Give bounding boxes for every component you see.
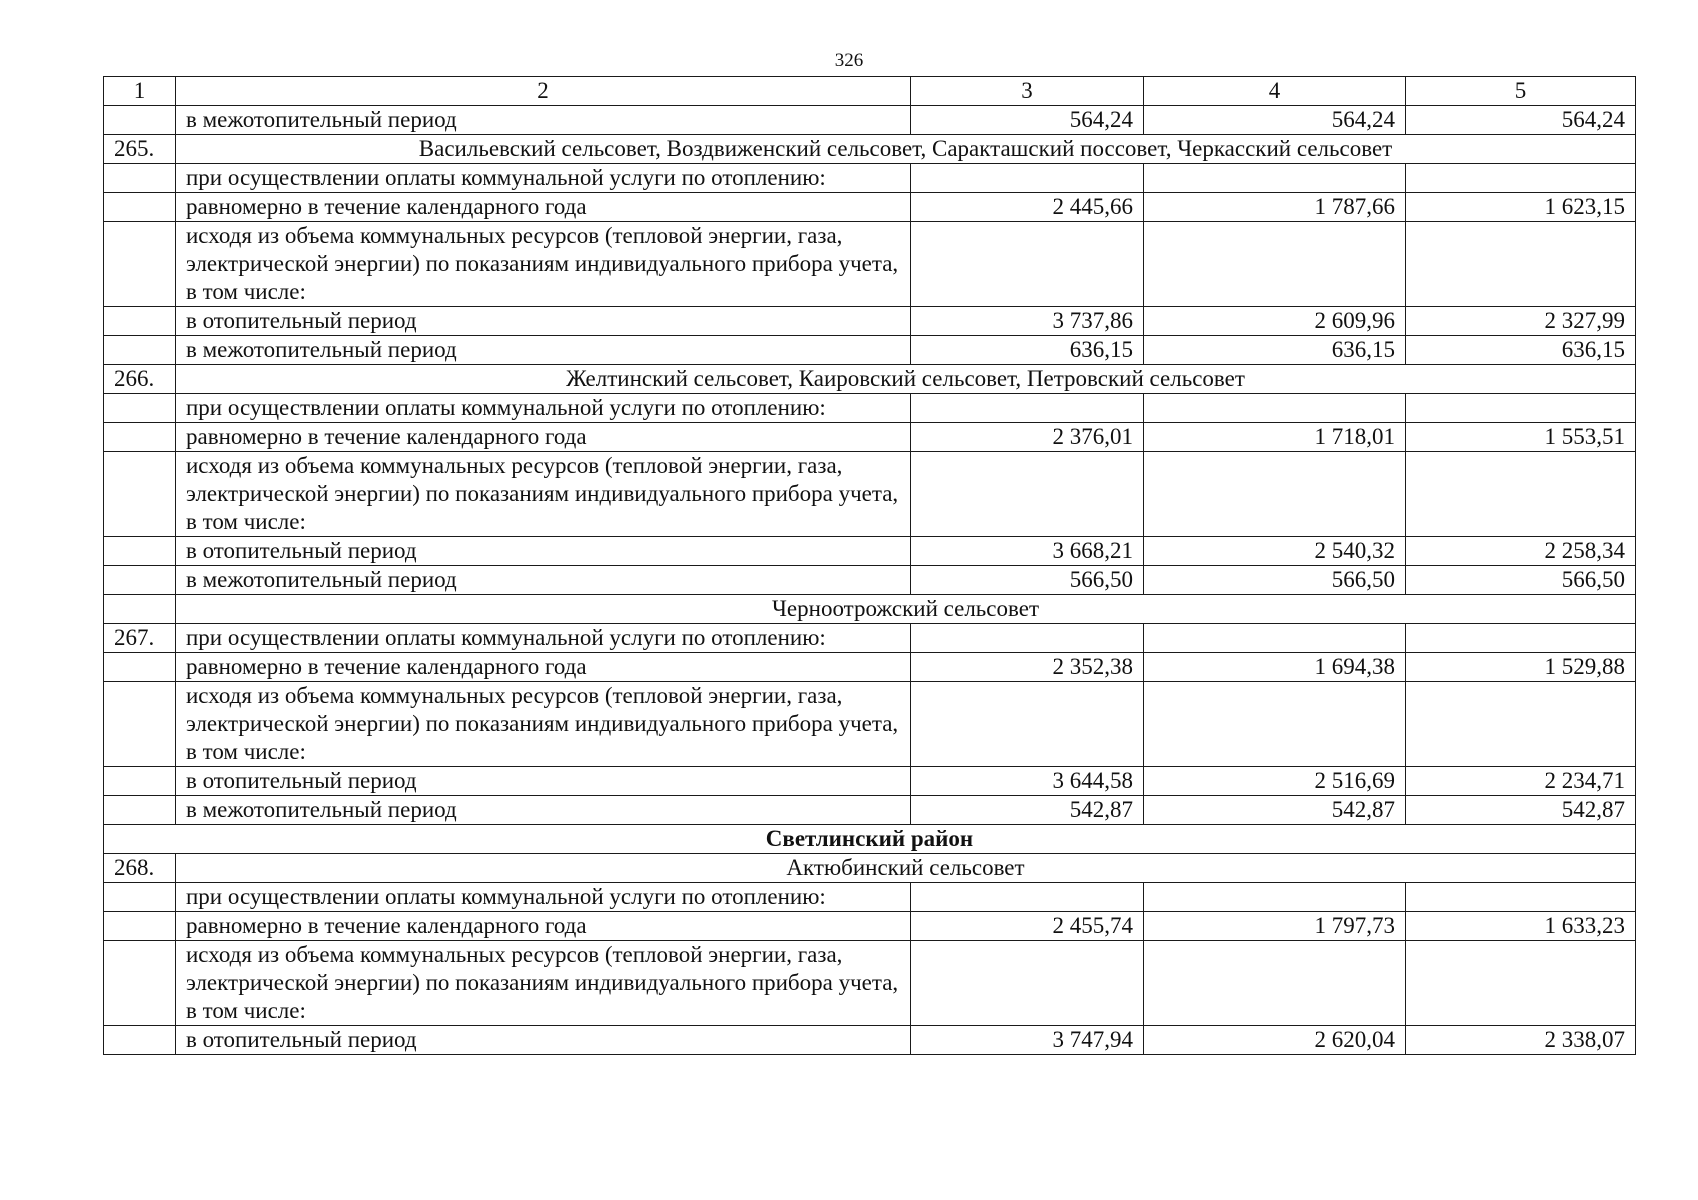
value-col-3: 2 376,01: [911, 423, 1144, 452]
header-col-4: 4: [1144, 77, 1406, 106]
table-row: [104, 394, 1636, 423]
value-col-3: [911, 222, 1144, 307]
header-col-1: 1: [104, 77, 176, 106]
value-col-5: [1406, 682, 1636, 767]
value-col-3: [911, 394, 1144, 423]
table-row: [104, 423, 1636, 452]
row-number: [104, 336, 176, 365]
section-row: [104, 365, 1636, 394]
row-number: [104, 106, 176, 135]
header-col-2: 2: [176, 77, 911, 106]
section-title: Желтинский сельсовет, Каировский сельсовет, Петровский сельсовет: [176, 365, 1636, 394]
row-number: [104, 423, 176, 452]
row-number: [104, 566, 176, 595]
tariff-table: [103, 76, 1636, 1055]
value-col-3: 2 455,74: [911, 912, 1144, 941]
value-col-4: [1144, 222, 1406, 307]
value-col-5: 1 623,15: [1406, 193, 1636, 222]
value-col-5: 564,24: [1406, 106, 1636, 135]
row-label: равномерно в течение календарного года: [176, 193, 911, 222]
value-col-5: 2 327,99: [1406, 307, 1636, 336]
section-row: [104, 595, 1636, 624]
table-row: [104, 307, 1636, 336]
row-number: [104, 595, 176, 624]
value-col-4: 2 540,32: [1144, 537, 1406, 566]
row-number: 266.: [104, 365, 176, 394]
value-col-5: 566,50: [1406, 566, 1636, 595]
row-label: в отопительный период: [176, 537, 911, 566]
value-col-3: 2 352,38: [911, 653, 1144, 682]
value-col-5: 542,87: [1406, 796, 1636, 825]
value-col-3: 3 737,86: [911, 307, 1144, 336]
section-row: [104, 854, 1636, 883]
table-row: [104, 222, 1636, 307]
row-label: равномерно в течение календарного года: [176, 423, 911, 452]
table-body: [104, 77, 1636, 1055]
table-row: [104, 883, 1636, 912]
row-number: [104, 537, 176, 566]
value-col-4: [1144, 452, 1406, 537]
district-row: [104, 825, 1636, 854]
row-number: 268.: [104, 854, 176, 883]
value-col-4: 1 718,01: [1144, 423, 1406, 452]
value-col-5: 1 633,23: [1406, 912, 1636, 941]
value-col-4: [1144, 883, 1406, 912]
table-row: [104, 941, 1636, 1026]
row-label: в межотопительный период: [176, 566, 911, 595]
value-col-3: 3 747,94: [911, 1026, 1144, 1055]
value-col-5: 2 338,07: [1406, 1026, 1636, 1055]
header-col-5: 5: [1406, 77, 1636, 106]
section-title: Васильевский сельсовет, Воздвиженский сельсовет, Саракташский поссовет, Черкасский сельсовет: [176, 135, 1636, 164]
value-col-4: 566,50: [1144, 566, 1406, 595]
value-col-3: 564,24: [911, 106, 1144, 135]
table-row: [104, 767, 1636, 796]
table-row: [104, 106, 1636, 135]
row-label: исходя из объема коммунальных ресурсов (тепловой энергии, газа, электрической энергии) по показаниям индивидуального прибора учета, в том числе:: [176, 452, 911, 537]
table-row: [104, 336, 1636, 365]
row-number: [104, 653, 176, 682]
row-number: [104, 767, 176, 796]
value-col-4: 636,15: [1144, 336, 1406, 365]
value-col-4: [1144, 941, 1406, 1026]
row-label: в отопительный период: [176, 767, 911, 796]
section-title: Актюбинский сельсовет: [176, 854, 1636, 883]
value-col-3: 2 445,66: [911, 193, 1144, 222]
value-col-3: [911, 164, 1144, 193]
value-col-4: 2 620,04: [1144, 1026, 1406, 1055]
table-row: [104, 566, 1636, 595]
header-row: [104, 77, 1636, 106]
value-col-3: [911, 941, 1144, 1026]
table-row: [104, 796, 1636, 825]
row-number: [104, 222, 176, 307]
value-col-5: [1406, 624, 1636, 653]
value-col-4: [1144, 682, 1406, 767]
value-col-5: 2 234,71: [1406, 767, 1636, 796]
value-col-5: 2 258,34: [1406, 537, 1636, 566]
row-number: 265.: [104, 135, 176, 164]
row-label: в отопительный период: [176, 1026, 911, 1055]
row-label: исходя из объема коммунальных ресурсов (тепловой энергии, газа, электрической энергии) по показаниям индивидуального прибора учета, в том числе:: [176, 222, 911, 307]
table-row: [104, 537, 1636, 566]
value-col-4: [1144, 624, 1406, 653]
value-col-3: [911, 682, 1144, 767]
value-col-3: [911, 883, 1144, 912]
table-row: [104, 1026, 1636, 1055]
value-col-3: [911, 452, 1144, 537]
row-number: [104, 193, 176, 222]
row-number: [104, 912, 176, 941]
value-col-3: [911, 624, 1144, 653]
table-row: [104, 653, 1636, 682]
row-label: при осуществлении оплаты коммунальной услуги по отоплению:: [176, 624, 911, 653]
value-col-4: 2 609,96: [1144, 307, 1406, 336]
value-col-4: 1 694,38: [1144, 653, 1406, 682]
value-col-5: [1406, 941, 1636, 1026]
row-number: [104, 682, 176, 767]
table-row: [104, 452, 1636, 537]
page-number: 326: [834, 50, 864, 71]
row-label: в межотопительный период: [176, 796, 911, 825]
value-col-4: 542,87: [1144, 796, 1406, 825]
row-number: 267.: [104, 624, 176, 653]
section-row: [104, 135, 1636, 164]
value-col-5: 636,15: [1406, 336, 1636, 365]
value-col-5: [1406, 452, 1636, 537]
row-label: в межотопительный период: [176, 106, 911, 135]
row-number: [104, 394, 176, 423]
value-col-3: 3 644,58: [911, 767, 1144, 796]
row-label: равномерно в течение календарного года: [176, 653, 911, 682]
value-col-4: 2 516,69: [1144, 767, 1406, 796]
value-col-5: [1406, 222, 1636, 307]
value-col-5: [1406, 164, 1636, 193]
row-label: в межотопительный период: [176, 336, 911, 365]
row-label: при осуществлении оплаты коммунальной услуги по отоплению:: [176, 394, 911, 423]
row-label: при осуществлении оплаты коммунальной услуги по отоплению:: [176, 883, 911, 912]
value-col-3: 636,15: [911, 336, 1144, 365]
row-number: [104, 452, 176, 537]
value-col-3: 3 668,21: [911, 537, 1144, 566]
value-col-5: 1 529,88: [1406, 653, 1636, 682]
value-col-4: 1 797,73: [1144, 912, 1406, 941]
row-number: [104, 796, 176, 825]
district-title: Светлинский район: [104, 825, 1636, 854]
row-number: [104, 307, 176, 336]
row-number: [104, 1026, 176, 1055]
row-number: [104, 164, 176, 193]
row-label: исходя из объема коммунальных ресурсов (тепловой энергии, газа, электрической энергии) по показаниям индивидуального прибора учета, в том числе:: [176, 941, 911, 1026]
table-row: [104, 164, 1636, 193]
row-number: [104, 941, 176, 1026]
value-col-3: 566,50: [911, 566, 1144, 595]
table-row: [104, 624, 1636, 653]
table-row: [104, 682, 1636, 767]
value-col-4: 564,24: [1144, 106, 1406, 135]
value-col-3: 542,87: [911, 796, 1144, 825]
row-label: при осуществлении оплаты коммунальной услуги по отоплению:: [176, 164, 911, 193]
row-number: [104, 883, 176, 912]
row-label: в отопительный период: [176, 307, 911, 336]
value-col-5: [1406, 883, 1636, 912]
value-col-4: [1144, 164, 1406, 193]
value-col-5: 1 553,51: [1406, 423, 1636, 452]
header-col-3: 3: [911, 77, 1144, 106]
table-row: [104, 912, 1636, 941]
section-title: Черноотрожский сельсовет: [176, 595, 1636, 624]
value-col-4: 1 787,66: [1144, 193, 1406, 222]
row-label: равномерно в течение календарного года: [176, 912, 911, 941]
row-label: исходя из объема коммунальных ресурсов (тепловой энергии, газа, электрической энергии) по показаниям индивидуального прибора учета, в том числе:: [176, 682, 911, 767]
value-col-4: [1144, 394, 1406, 423]
value-col-5: [1406, 394, 1636, 423]
table-row: [104, 193, 1636, 222]
